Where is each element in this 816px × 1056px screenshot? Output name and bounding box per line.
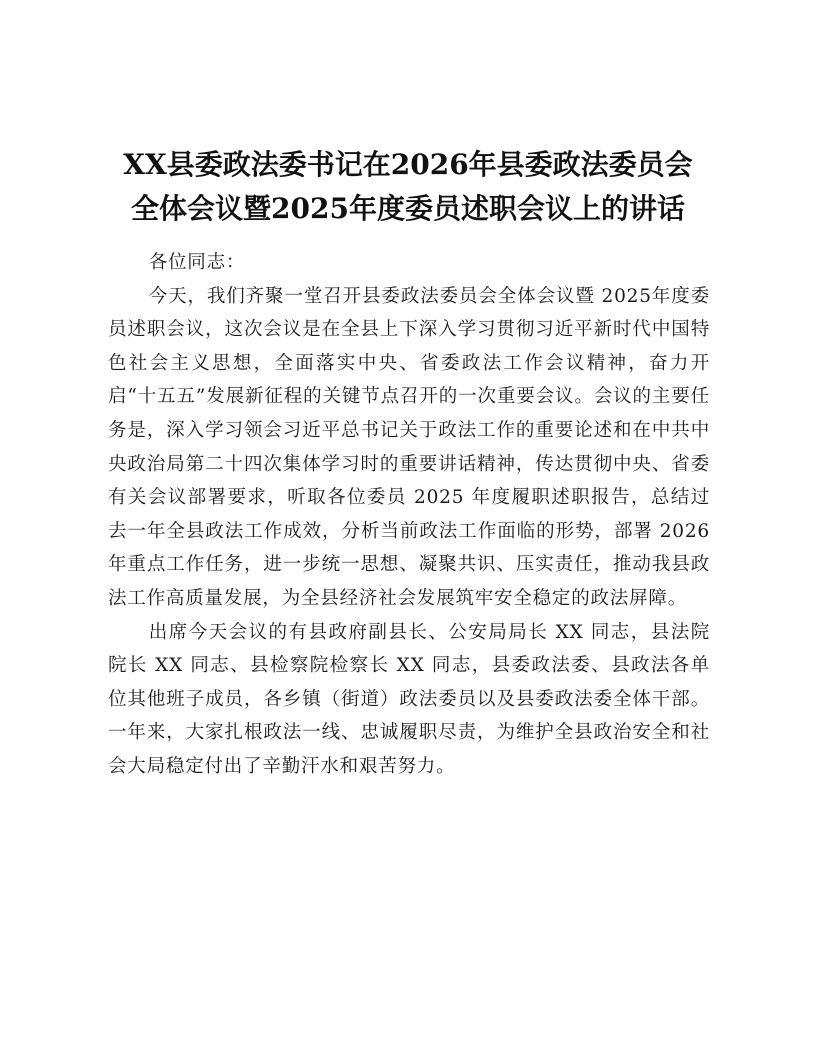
document-title bbox=[100, 143, 716, 231]
body-paragraph-2: 出席今天会议的有县政府副县长、公安局局长 XX 同志，县法院院长 XX 同志、县检察院检察长 XX 同志，县委政法委、县政法各单位其他班子成员，各乡镇（街道）政法委员以及县委政法委全体干部。一年来，大家扎根政法一线、忠诚履职尽责，为维护全县政治安全和社会大局稳定付出了辛勤汗水和艰苦努力。 bbox=[108, 621, 710, 777]
title-line-2: 全体会议暨2025年度委员述职会议上的讲话 bbox=[131, 192, 685, 225]
title-line-1: XX县委政法委书记在2026年县委政法委员会 bbox=[123, 148, 693, 181]
body-paragraph-1: 今天，我们齐聚一堂召开县委政法委员会全体会议暨 2025年度委员述职会议，这次会议是在全县上下深入学习贯彻习近平新时代中国特色社会主义思想，全面落实中央、省委政法工作会议精神，奋力开启“十五五”发展新征程的关键节点召开的一次重要会议。会议的主要任务是，深入学习领会习近平总书记关于政法工作的重要论述和在中共中央政治局第二十四次集体学习时的重要讲话精神，传达贯彻中央、省委有关会议部署要求，听取各位委员 2025 年度履职述职报告，总结过去一年全县政法工作成效，分析当前政法工作面临的形势，部署 2026 年重点工作任务，进一步统一思想、凝聚共识、压实责任，推动我县政法工作高质量发展，为全县经济社会发展筑牢安全稳定的政法屏障。 bbox=[108, 285, 710, 609]
document-body bbox=[108, 246, 710, 784]
salutation: 各位同志： bbox=[148, 252, 246, 273]
